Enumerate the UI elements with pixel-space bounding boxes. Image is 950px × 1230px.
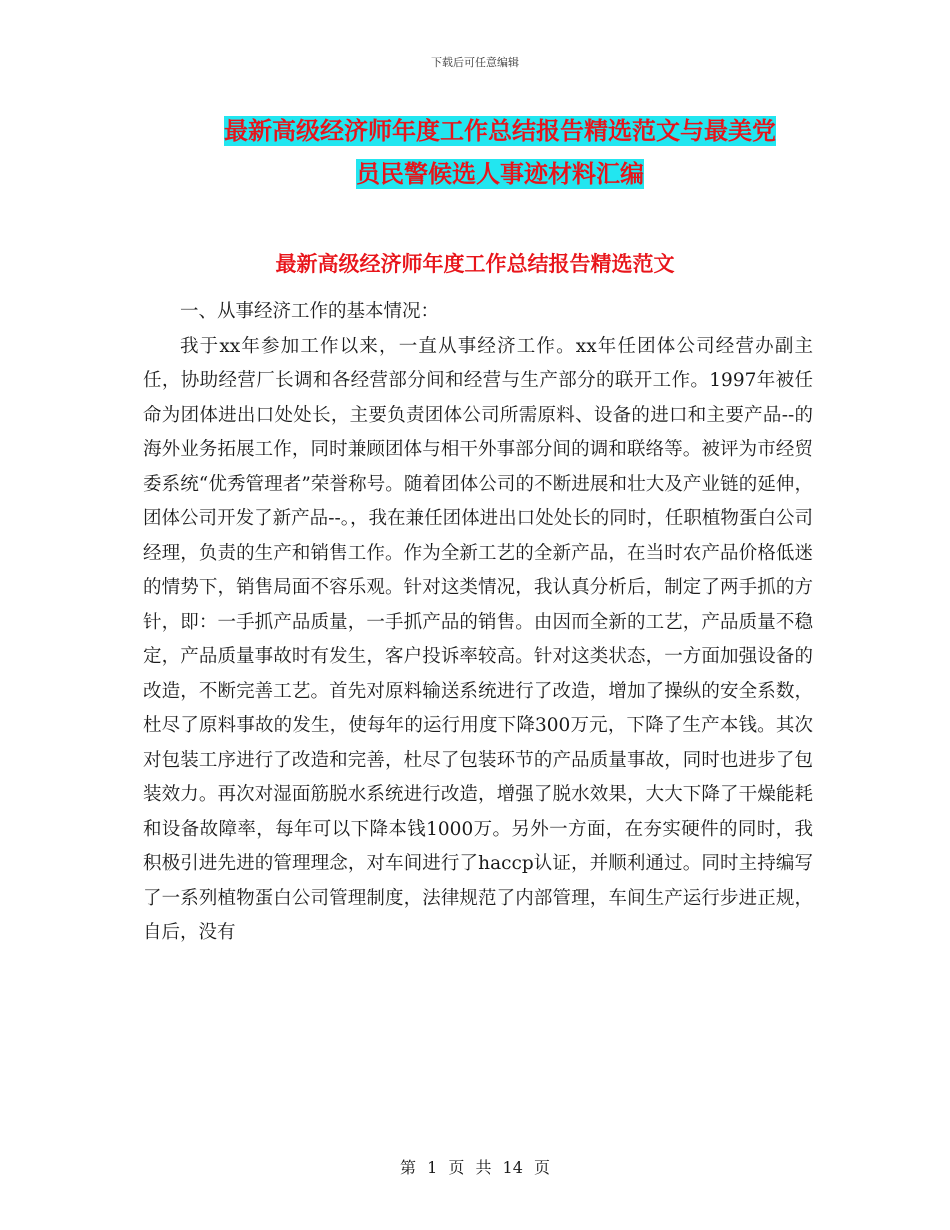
page-header-note: 下载后可任意编辑: [431, 56, 519, 69]
document-body: [143, 295, 813, 951]
title-line-2: 员民警候选人事迹材料汇编: [356, 160, 644, 188]
body-paragraph: 我于xx年参加工作以来，一直从事经济工作。xx年任团体公司经营办副主任，协助经营厂长调和各经营部分间和经营与生产部分的联开工作。1997年被任命为团体进出口处处长，主要负责团体公司所需原料、设备的进口和主要产品--的海外业务拓展工作，同时兼顾团体与相干外事部分间的调和联络等。被评为市经贸委系统“优秀管理者”荣誉称号。随着团体公司的不断进展和壮大及产业链的延伸，团体公司开发了新产品--。，我在兼任团体进出口处处长的同时，任职植物蛋白公司经理，负责的生产和销售工作。作为全新工艺的全新产品，在当时农产品价格低迷的情势下，销售局面不容乐观。针对这类情况，我认真分析后，制定了两手抓的方针，即：一手抓产品质量，一手抓产品的销售。由因而全新的工艺，产品质量不稳定，产品质量事故时有发生，客户投诉率较高。针对这类状态，一方面加强设备的改造，不断完善工艺。首先对原料输送系统进行了改造，增加了操纵的安全系数，杜尽了原料事故的发生，使每年的运行用度下降300万元，下降了生产本钱。其次对包装工序进行了改造和完善，杜尽了包装环节的产品质量事故，同时也进步了包装效力。再次对湿面筋脱水系统进行改造，增强了脱水效果，大大下降了干燥能耗和设备故障率，每年可以下降本钱1000万。另外一方面，在夯实硬件的同时，我积极引进先进的管理理念，对车间进行了haccp认证，并顺利通过。同时主持编写了一系列植物蛋白公司管理制度，法律规范了内部管理，车间生产运行步进正规，自后，没有: [143, 335, 813, 943]
title-line-1: 最新高级经济师年度工作总结报告精选范文与最美党: [224, 117, 776, 145]
section-title: 最新高级经济师年度工作总结报告精选范文: [275, 252, 675, 276]
page-footer: 第 1 页 共 14 页: [400, 1158, 550, 1177]
subheading: 一、从事经济工作的基本情况：: [180, 301, 440, 322]
document-title: [180, 110, 820, 196]
